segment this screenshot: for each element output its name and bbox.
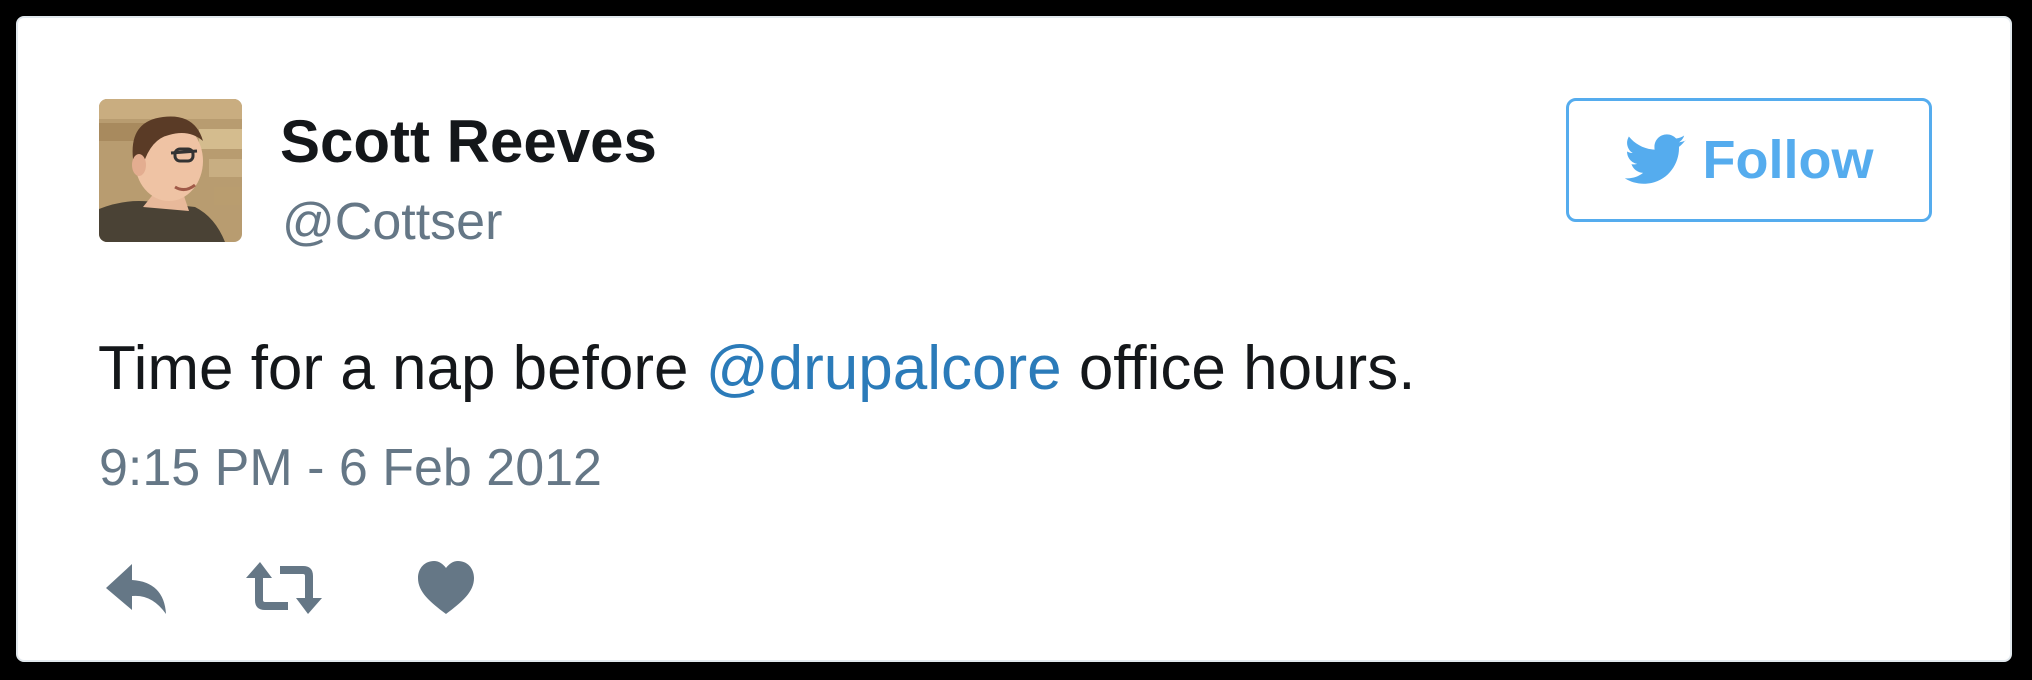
heart-icon [416, 558, 476, 618]
tweet-text-after: office hours. [1061, 334, 1416, 403]
author-handle[interactable]: @Cottser [282, 193, 503, 251]
twitter-bird-icon [1625, 133, 1687, 187]
retweet-button[interactable] [246, 558, 322, 618]
like-button[interactable] [416, 558, 476, 618]
tweet-card [16, 16, 2012, 662]
retweet-icon [246, 558, 322, 618]
tweet-text-before: Time for a nap before [98, 334, 706, 403]
avatar[interactable] [99, 99, 242, 242]
follow-button[interactable] [1566, 98, 1932, 222]
tweet-timestamp[interactable]: 9:15 PM - 6 Feb 2012 [99, 439, 602, 497]
follow-button-label: Follow [1702, 130, 1874, 190]
mention-link[interactable]: @drupalcore [705, 334, 1062, 403]
reply-button[interactable] [104, 558, 170, 618]
tweet-text [98, 334, 1416, 403]
avatar-image [99, 99, 242, 242]
author-name[interactable]: Scott Reeves [280, 108, 657, 175]
reply-icon [104, 558, 170, 618]
